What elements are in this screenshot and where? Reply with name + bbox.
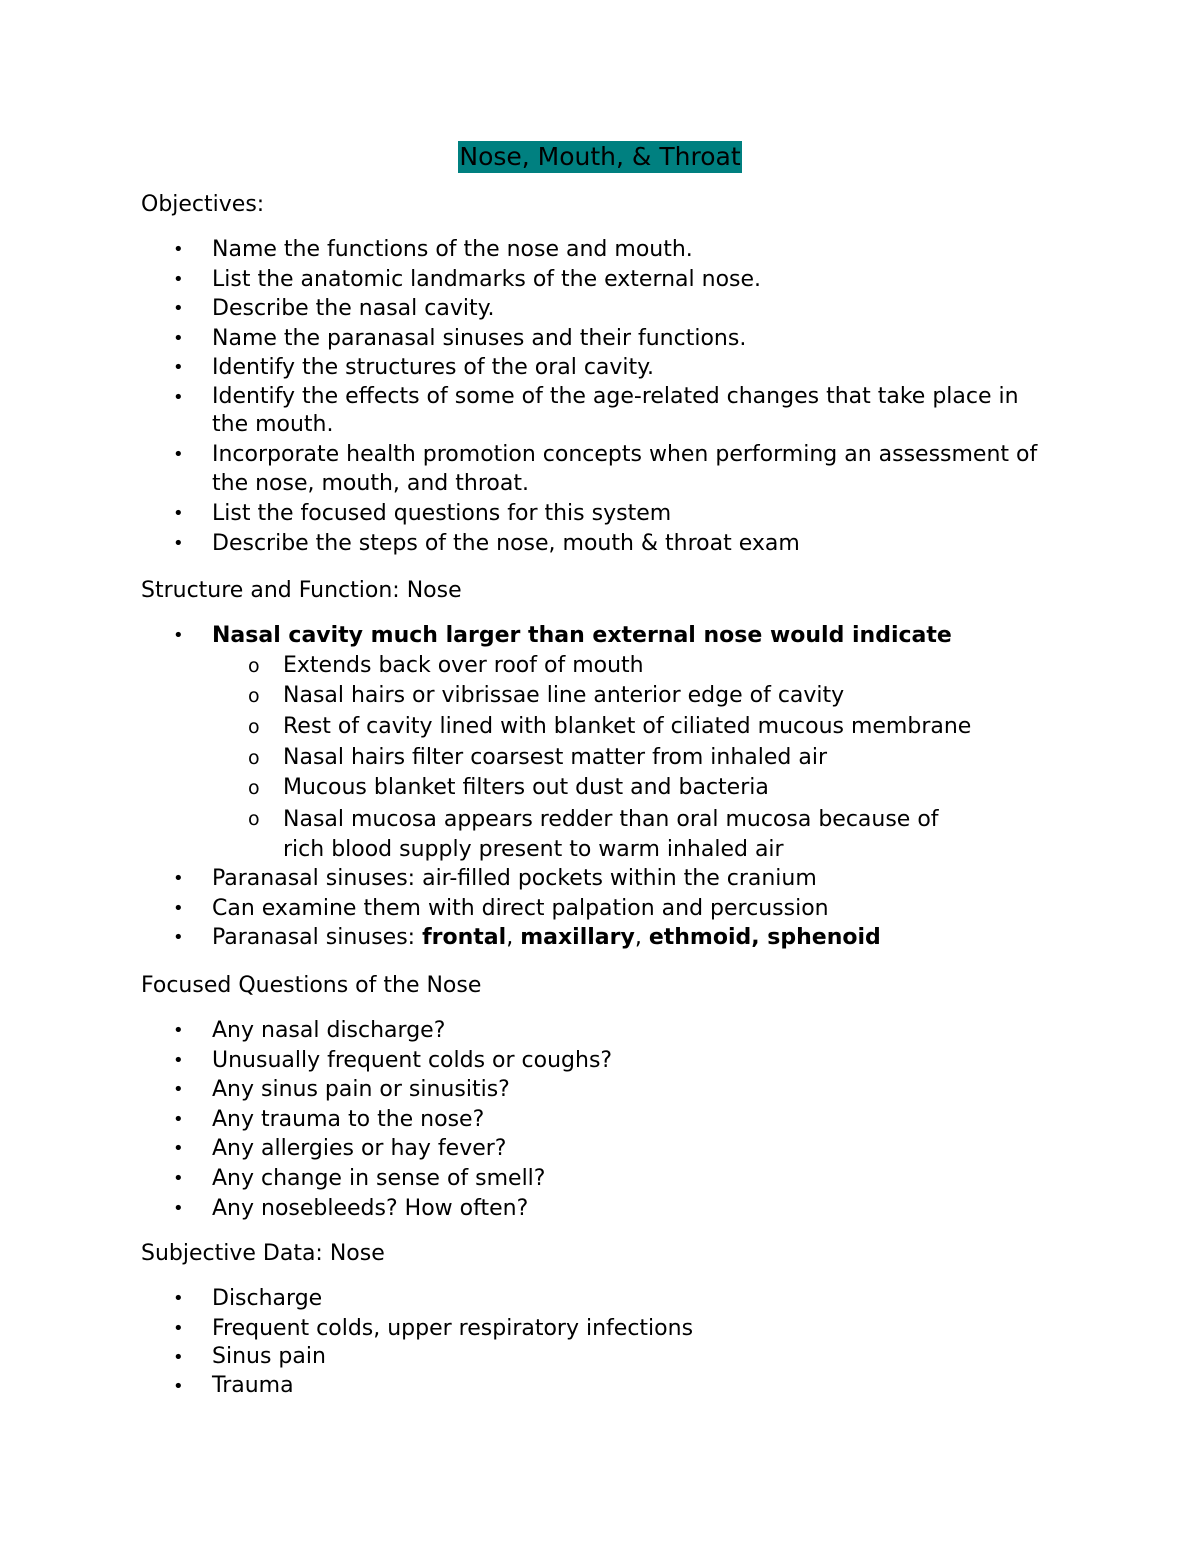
bullet-icon: • [173, 532, 184, 554]
list-item: • Paranasal sinuses: frontal, maxillary, ethmoid, sphenoid [141, 923, 1061, 953]
sub-list-item: o Extends back over roof of mouth [212, 651, 983, 682]
bullet-icon: • [173, 327, 184, 349]
bullet-icon: • [173, 1167, 184, 1189]
bullet-icon: • [173, 357, 184, 379]
circle-bullet-icon: o [248, 777, 260, 800]
bullet-icon: • [173, 239, 184, 260]
subjective-data-heading: Subjective Data: Nose [141, 1241, 385, 1266]
list-item: • Name the paranasal sinuses and their functions. [141, 324, 1061, 354]
list-item: • Can examine them with direct palpation and percussion [141, 894, 1061, 924]
list-item: • Paranasal sinuses: air-filled pockets within the cranium [141, 864, 1061, 894]
list-item: • List the focused questions for this system [141, 499, 1061, 529]
list-item: • Any allergies or hay fever? [141, 1134, 1061, 1164]
circle-bullet-icon: o [248, 654, 260, 677]
list-item: • Any change in sense of smell? [141, 1164, 1061, 1194]
subjective-data-list [141, 1284, 1061, 1400]
sub-list-item: o Mucous blanket filters out dust and bacteria [212, 773, 983, 804]
list-item: • Identify the structures of the oral cavity. [141, 353, 1061, 383]
bullet-icon: • [173, 868, 184, 890]
objectives-heading: Objectives: [141, 192, 265, 217]
bullet-icon: • [173, 298, 184, 320]
bullet-icon: • [173, 1108, 184, 1130]
bullet-icon: • [173, 1197, 184, 1219]
bullet-icon: • [173, 1049, 184, 1071]
bullet-icon: • [173, 1138, 184, 1160]
list-item: • Identify the effects of some of the age-related changes that take place in the mouth. [173, 383, 1019, 438]
list-item: • Name the functions of the nose and mouth. [141, 235, 1061, 265]
list-item: • Unusually frequent colds or coughs? [141, 1046, 1061, 1076]
sub-list-item: o Nasal hairs filter coarsest matter from inhaled air [212, 743, 983, 774]
list-item: • List the anatomic landmarks of the external nose. [141, 265, 1061, 295]
list-item: • Any sinus pain or sinusitis? [141, 1075, 1061, 1105]
list-item: • Discharge [141, 1284, 1061, 1314]
focused-questions-heading: Focused Questions of the Nose [141, 973, 482, 998]
bullet-icon: • [173, 897, 184, 919]
bullet-icon: • [173, 927, 184, 949]
bullet-icon: • [173, 625, 184, 646]
bullet-icon: • [173, 1317, 184, 1339]
list-item: • Describe the nasal cavity. [141, 294, 1061, 324]
bullet-icon: • [173, 1375, 184, 1397]
list-item: • Frequent colds, upper respiratory infections [141, 1314, 1061, 1344]
nasal-cavity-sublist [212, 651, 1061, 865]
list-item: • Any nasal discharge? [141, 1016, 1061, 1046]
bullet-icon: • [173, 1288, 184, 1309]
focused-questions-list [141, 1016, 1061, 1223]
bullet-icon: • [173, 443, 184, 465]
bullet-icon: • [173, 386, 184, 408]
document-title: Nose, Mouth, & Throat [459, 142, 741, 171]
list-item: • Describe the steps of the nose, mouth & throat exam [141, 529, 1061, 559]
circle-bullet-icon: o [248, 685, 260, 708]
title-row [0, 141, 1200, 173]
list-item: • Incorporate health promotion concepts when performing an assessment of the nose, mouth, and throat. [173, 441, 1038, 497]
structure-function-heading: Structure and Function: Nose [141, 578, 462, 603]
list-item: • Trauma [141, 1372, 1061, 1401]
structure-function-list [141, 621, 1061, 953]
list-item: • Sinus pain [141, 1343, 1061, 1372]
bullet-icon: • [173, 268, 184, 290]
circle-bullet-icon: o [248, 746, 260, 769]
bullet-icon: • [173, 502, 184, 524]
bullet-icon: • [173, 1020, 184, 1041]
bullet-icon: • [173, 1079, 184, 1101]
sub-list-item: o Nasal mucosa appears redder than oral mucosa because of rich blood supply present to warm inhaled air [212, 804, 983, 864]
circle-bullet-icon: o [248, 808, 260, 831]
bullet-icon: • [173, 1347, 184, 1369]
objectives-list [141, 235, 1061, 558]
list-item: • Nasal cavity much larger than external nose would indicate o Extends back over roof of mouth o Nasal hairs or vibrissae line anterior edge of cavity o Rest of cavity lined with blanket of ciliated mucous membrane o Nasal hairs filter coarsest matter from inhaled air o Mucous blanket filters out dust and bacteria o Nasal mucosa appears redder than oral mucosa because of rich blood supply present to warm inhaled air [141, 621, 1061, 864]
list-item: • Any trauma to the nose? [141, 1105, 1061, 1135]
sub-list-item: o Rest of cavity lined with blanket of ciliated mucous membrane [212, 712, 983, 743]
circle-bullet-icon: o [248, 716, 260, 738]
sub-list-item: o Nasal hairs or vibrissae line anterior edge of cavity [212, 681, 983, 712]
list-item: • Any nosebleeds? How often? [141, 1194, 1061, 1224]
